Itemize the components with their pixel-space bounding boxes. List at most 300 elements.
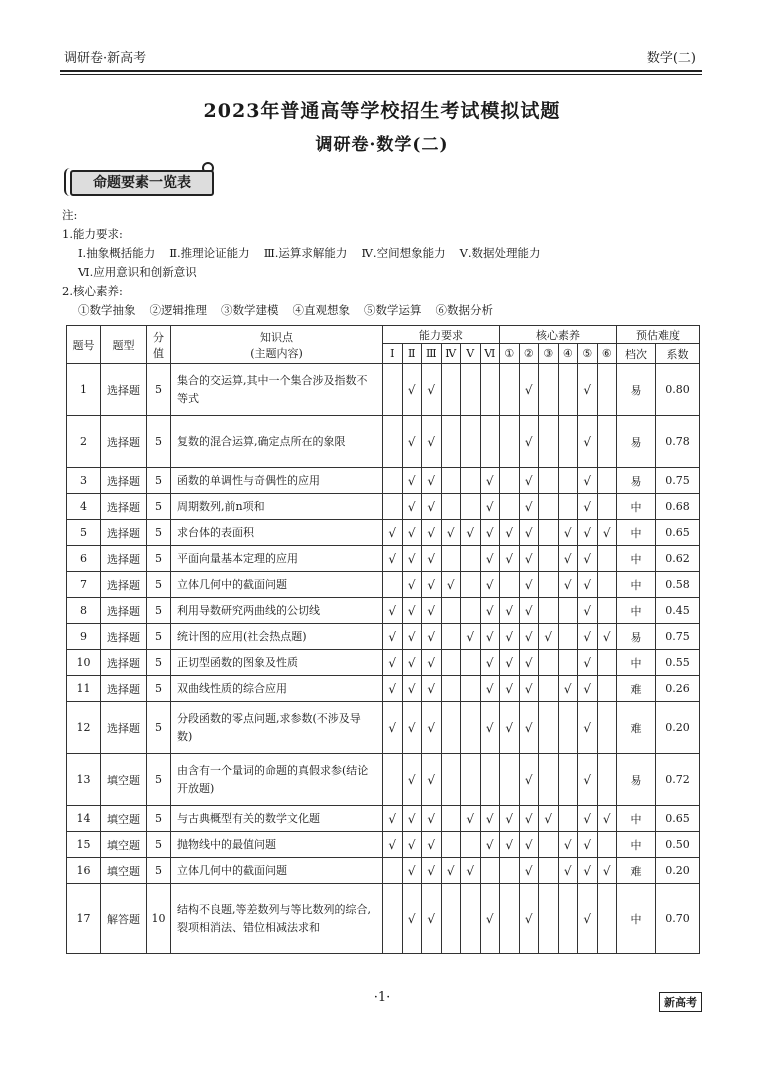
literacy-check: √ (578, 572, 598, 598)
literacy-empty (597, 650, 617, 676)
difficulty-coefficient: 0.20 (656, 702, 700, 754)
question-number: 1 (67, 364, 101, 416)
ability-empty (480, 416, 500, 468)
literacy-check: √ (558, 676, 578, 702)
ability-check: √ (422, 494, 442, 520)
literacy-check: √ (519, 416, 539, 468)
ability-empty (383, 468, 403, 494)
ability-check: √ (402, 598, 422, 624)
knowledge-point: 复数的混合运算,确定点所在的象限 (171, 416, 383, 468)
ability-col-header: Ⅵ (480, 344, 500, 364)
literacy-check: √ (578, 468, 598, 494)
literacy-check: √ (500, 624, 520, 650)
question-number: 15 (67, 832, 101, 858)
ability-check: √ (402, 572, 422, 598)
ability-empty (441, 676, 461, 702)
literacy-empty (558, 884, 578, 954)
ability-col-header: Ⅰ (383, 344, 403, 364)
question-type: 选择题 (101, 468, 147, 494)
question-score: 5 (147, 364, 171, 416)
literacy-check: √ (578, 364, 598, 416)
header-ability: 能力要求 (383, 326, 500, 344)
question-number: 3 (67, 468, 101, 494)
ability-check: √ (480, 520, 500, 546)
ability-item: Ⅴ.数据处理能力 (459, 246, 541, 260)
question-score: 5 (147, 468, 171, 494)
ability-check: √ (402, 364, 422, 416)
header-difficulty: 预估难度 (617, 326, 700, 344)
ability-check: √ (422, 624, 442, 650)
literacy-empty (539, 884, 559, 954)
literacy-empty (539, 676, 559, 702)
knowledge-point: 与古典概型有关的数学文化题 (171, 806, 383, 832)
question-type: 选择题 (101, 624, 147, 650)
literacy-check: √ (578, 624, 598, 650)
knowledge-point: 周期数列,前n项和 (171, 494, 383, 520)
abilities-line2: Ⅵ.应用意识和创新意识 (78, 265, 197, 279)
literacy-item: ②逻辑推理 (149, 303, 207, 317)
ability-empty (461, 676, 481, 702)
literacy-check: √ (519, 520, 539, 546)
difficulty-coefficient: 0.45 (656, 598, 700, 624)
question-score: 5 (147, 572, 171, 598)
ability-check: √ (402, 624, 422, 650)
difficulty-coefficient: 0.75 (656, 468, 700, 494)
literacy-check: √ (558, 832, 578, 858)
ability-col-header: Ⅱ (402, 344, 422, 364)
ability-empty (480, 754, 500, 806)
ability-empty (441, 364, 461, 416)
literacy-item: ①数学抽象 (78, 303, 136, 317)
question-score: 5 (147, 832, 171, 858)
difficulty-coefficient: 0.62 (656, 546, 700, 572)
ability-check: √ (422, 884, 442, 954)
literacy-check: √ (578, 702, 598, 754)
question-type: 选择题 (101, 676, 147, 702)
literacy-empty (597, 832, 617, 858)
literacy-empty (539, 832, 559, 858)
difficulty-level: 中 (617, 494, 656, 520)
knowledge-point: 立体几何中的截面问题 (171, 572, 383, 598)
literacy-empty (500, 416, 520, 468)
literacy-check: √ (500, 520, 520, 546)
difficulty-level: 中 (617, 520, 656, 546)
difficulty-coefficient: 0.68 (656, 494, 700, 520)
table-row (67, 572, 700, 598)
literacy-empty (597, 598, 617, 624)
literacy-check: √ (558, 546, 578, 572)
literacy-check: √ (597, 624, 617, 650)
literacy-empty (597, 676, 617, 702)
ability-empty (441, 754, 461, 806)
literacy-check: √ (578, 520, 598, 546)
difficulty-level: 中 (617, 884, 656, 954)
literacy-check: √ (578, 884, 598, 954)
question-score: 5 (147, 546, 171, 572)
question-score: 5 (147, 806, 171, 832)
page-number: ·1· (373, 990, 391, 1005)
difficulty-level: 易 (617, 416, 656, 468)
question-type: 选择题 (101, 598, 147, 624)
question-number: 4 (67, 494, 101, 520)
ability-check: √ (480, 572, 500, 598)
literacy-empty (597, 702, 617, 754)
ability-empty (461, 416, 481, 468)
ability-check: √ (422, 416, 442, 468)
literacy-check: √ (578, 598, 598, 624)
ability-check: √ (383, 650, 403, 676)
literacy-check: √ (558, 858, 578, 884)
knowledge-point: 统计图的应用(社会热点题) (171, 624, 383, 650)
question-score: 5 (147, 858, 171, 884)
literacy-check: √ (519, 494, 539, 520)
question-number: 14 (67, 806, 101, 832)
elements-table (66, 325, 700, 954)
literacy-check: √ (597, 520, 617, 546)
difficulty-level: 易 (617, 624, 656, 650)
literacy-item: ⑤数学运算 (364, 303, 422, 317)
literacy-empty (539, 494, 559, 520)
question-number: 10 (67, 650, 101, 676)
literacy-empty (539, 520, 559, 546)
ability-check: √ (383, 520, 403, 546)
difficulty-coefficient: 0.72 (656, 754, 700, 806)
ability-col-header: Ⅳ (441, 344, 461, 364)
ability-empty (461, 884, 481, 954)
ability-empty (461, 598, 481, 624)
ability-empty (441, 416, 461, 468)
notes-item2: 2.核心素养: (62, 284, 123, 298)
table-row (67, 364, 700, 416)
ability-check: √ (422, 858, 442, 884)
ability-check: √ (480, 598, 500, 624)
literacy-check: √ (519, 650, 539, 676)
literacy-empty (597, 494, 617, 520)
ability-check: √ (422, 364, 442, 416)
ability-item: Ⅲ.运算求解能力 (263, 246, 348, 260)
literacy-check: √ (558, 520, 578, 546)
page-title: 2023年普通高等学校招生考试模拟试题 (203, 100, 561, 122)
literacy-check: √ (519, 546, 539, 572)
ability-check: √ (480, 702, 500, 754)
question-type: 填空题 (101, 858, 147, 884)
literacy-empty (558, 598, 578, 624)
ability-check: √ (402, 546, 422, 572)
ability-empty (461, 468, 481, 494)
literacy-item: ③数学建模 (221, 303, 279, 317)
question-number: 5 (67, 520, 101, 546)
ability-check: √ (402, 832, 422, 858)
literacy-check: √ (597, 858, 617, 884)
ability-check: √ (441, 520, 461, 546)
literacy-check: √ (578, 832, 598, 858)
literacy-empty (539, 754, 559, 806)
question-score: 5 (147, 416, 171, 468)
ability-check: √ (422, 520, 442, 546)
ability-check: √ (422, 754, 442, 806)
table-row (67, 598, 700, 624)
ability-empty (441, 832, 461, 858)
question-number: 17 (67, 884, 101, 954)
literacy-check: √ (519, 468, 539, 494)
question-type: 解答题 (101, 884, 147, 954)
ability-empty (441, 650, 461, 676)
ability-check: √ (480, 832, 500, 858)
knowledge-point: 正切型函数的图象及性质 (171, 650, 383, 676)
ability-check: √ (480, 624, 500, 650)
literacy-col-header: ⑥ (597, 344, 617, 364)
header-type: 题型 (101, 326, 147, 364)
table-row (67, 416, 700, 468)
ability-empty (383, 416, 403, 468)
ability-check: √ (480, 650, 500, 676)
ability-check: √ (422, 806, 442, 832)
knowledge-point: 求台体的表面积 (171, 520, 383, 546)
ability-empty (441, 624, 461, 650)
coef-col-header: 系数 (656, 344, 700, 364)
literacy-check: √ (519, 676, 539, 702)
literacy-empty (539, 702, 559, 754)
ability-empty (441, 494, 461, 520)
literacy-check: √ (578, 806, 598, 832)
question-type: 填空题 (101, 754, 147, 806)
question-type: 选择题 (101, 416, 147, 468)
ability-check: √ (402, 884, 422, 954)
question-number: 11 (67, 676, 101, 702)
difficulty-level: 易 (617, 364, 656, 416)
question-type: 选择题 (101, 650, 147, 676)
difficulty-level: 中 (617, 650, 656, 676)
literacy-empty (539, 468, 559, 494)
knowledge-point: 集合的交运算,其中一个集合涉及指数不等式 (171, 364, 383, 416)
literacy-check: √ (500, 546, 520, 572)
section-banner (64, 168, 214, 196)
question-type: 选择题 (101, 520, 147, 546)
literacy-check: √ (519, 702, 539, 754)
difficulty-coefficient: 0.65 (656, 520, 700, 546)
literacy-line (62, 301, 541, 320)
question-number: 16 (67, 858, 101, 884)
literacy-check: √ (597, 806, 617, 832)
ability-empty (461, 832, 481, 858)
literacy-empty (539, 858, 559, 884)
literacy-empty (539, 364, 559, 416)
ability-check: √ (402, 468, 422, 494)
literacy-empty (597, 416, 617, 468)
question-score: 5 (147, 702, 171, 754)
literacy-check: √ (578, 858, 598, 884)
difficulty-level: 易 (617, 754, 656, 806)
question-type: 填空题 (101, 806, 147, 832)
ability-empty (461, 364, 481, 416)
ability-check: √ (402, 702, 422, 754)
table-row (67, 884, 700, 954)
difficulty-level: 难 (617, 702, 656, 754)
literacy-check: √ (519, 754, 539, 806)
literacy-check: √ (500, 650, 520, 676)
footer-badge: 新高考 (659, 992, 702, 1012)
literacy-col-header: ② (519, 344, 539, 364)
literacy-check: √ (539, 624, 559, 650)
table-row (67, 754, 700, 806)
literacy-empty (500, 468, 520, 494)
ability-empty (461, 546, 481, 572)
ability-check: √ (422, 702, 442, 754)
question-score: 5 (147, 598, 171, 624)
literacy-empty (558, 624, 578, 650)
ability-check: √ (461, 806, 481, 832)
literacy-check: √ (519, 364, 539, 416)
ability-check: √ (480, 468, 500, 494)
literacy-check: √ (578, 676, 598, 702)
ability-check: √ (422, 546, 442, 572)
knowledge-point: 结构不良题,等差数列与等比数列的综合,裂项相消法、错位相减法求和 (171, 884, 383, 954)
literacy-empty (597, 884, 617, 954)
question-number: 13 (67, 754, 101, 806)
ability-empty (441, 702, 461, 754)
ability-item: Ⅳ.空间想象能力 (361, 246, 446, 260)
question-score: 5 (147, 520, 171, 546)
difficulty-coefficient: 0.70 (656, 884, 700, 954)
difficulty-coefficient: 0.58 (656, 572, 700, 598)
ability-check: √ (422, 572, 442, 598)
literacy-empty (558, 650, 578, 676)
knowledge-point: 抛物线中的最值问题 (171, 832, 383, 858)
question-number: 12 (67, 702, 101, 754)
ability-empty (461, 754, 481, 806)
literacy-check: √ (500, 676, 520, 702)
ability-item: Ⅱ.推理论证能力 (169, 246, 250, 260)
ability-empty (383, 884, 403, 954)
question-number: 7 (67, 572, 101, 598)
literacy-empty (500, 572, 520, 598)
header-knowledge: 知识点 (主题内容) (171, 326, 383, 364)
difficulty-coefficient: 0.20 (656, 858, 700, 884)
literacy-check: √ (578, 650, 598, 676)
ability-item: Ⅰ.抽象概括能力 (78, 246, 156, 260)
table-row (67, 702, 700, 754)
literacy-empty (558, 702, 578, 754)
header-score: 分 值 (147, 326, 171, 364)
ability-empty (480, 364, 500, 416)
ability-check: √ (383, 806, 403, 832)
difficulty-coefficient: 0.55 (656, 650, 700, 676)
ability-check: √ (402, 416, 422, 468)
ability-empty (383, 494, 403, 520)
literacy-check: √ (519, 858, 539, 884)
ability-check: √ (402, 520, 422, 546)
question-score: 10 (147, 884, 171, 954)
ability-check: √ (480, 494, 500, 520)
literacy-check: √ (500, 832, 520, 858)
literacy-empty (597, 754, 617, 806)
question-type: 选择题 (101, 546, 147, 572)
literacy-empty (558, 494, 578, 520)
question-score: 5 (147, 494, 171, 520)
ability-check: √ (402, 676, 422, 702)
difficulty-level: 难 (617, 858, 656, 884)
literacy-empty (539, 650, 559, 676)
knowledge-point: 函数的单调性与奇偶性的应用 (171, 468, 383, 494)
difficulty-coefficient: 0.50 (656, 832, 700, 858)
question-score: 5 (147, 624, 171, 650)
literacy-empty (597, 572, 617, 598)
literacy-empty (500, 364, 520, 416)
literacy-empty (539, 546, 559, 572)
ability-check: √ (383, 546, 403, 572)
table-row (67, 624, 700, 650)
ability-check: √ (402, 650, 422, 676)
ability-empty (441, 806, 461, 832)
question-number: 6 (67, 546, 101, 572)
ability-check: √ (461, 520, 481, 546)
literacy-empty (597, 468, 617, 494)
ability-check: √ (480, 676, 500, 702)
literacy-empty (539, 416, 559, 468)
literacy-empty (500, 494, 520, 520)
knowledge-point: 平面向量基本定理的应用 (171, 546, 383, 572)
ability-empty (461, 494, 481, 520)
literacy-check: √ (519, 624, 539, 650)
table-row (67, 520, 700, 546)
question-score: 5 (147, 650, 171, 676)
ability-empty (480, 858, 500, 884)
ability-check: √ (441, 572, 461, 598)
ability-col-header: Ⅲ (422, 344, 442, 364)
ability-check: √ (461, 858, 481, 884)
difficulty-level: 中 (617, 598, 656, 624)
table-row (67, 494, 700, 520)
literacy-check: √ (578, 416, 598, 468)
literacy-check: √ (519, 572, 539, 598)
ability-check: √ (441, 858, 461, 884)
ability-empty (441, 598, 461, 624)
difficulty-coefficient: 0.75 (656, 624, 700, 650)
literacy-empty (539, 572, 559, 598)
knowledge-point: 立体几何中的截面问题 (171, 858, 383, 884)
literacy-col-header: ③ (539, 344, 559, 364)
ability-check: √ (480, 884, 500, 954)
table-row (67, 468, 700, 494)
ability-check: √ (383, 598, 403, 624)
banner-label: 命题要素一览表 (70, 170, 214, 196)
literacy-empty (539, 598, 559, 624)
header-rule-thin (60, 74, 702, 75)
ability-check: √ (402, 858, 422, 884)
literacy-check: √ (558, 572, 578, 598)
literacy-empty (597, 546, 617, 572)
page-subtitle: 调研卷·数学(二) (315, 135, 449, 155)
difficulty-level: 中 (617, 572, 656, 598)
ability-check: √ (383, 702, 403, 754)
ability-empty (461, 650, 481, 676)
literacy-empty (500, 884, 520, 954)
difficulty-level: 易 (617, 468, 656, 494)
ability-empty (383, 858, 403, 884)
literacy-empty (558, 364, 578, 416)
ability-empty (383, 364, 403, 416)
difficulty-level: 中 (617, 546, 656, 572)
notes (62, 206, 541, 320)
header-right: 数学(二) (646, 51, 696, 66)
table-row (67, 650, 700, 676)
notes-item1: 1.能力要求: (62, 227, 123, 241)
difficulty-level: 中 (617, 806, 656, 832)
header-left: 调研卷·新高考 (64, 51, 147, 66)
literacy-check: √ (578, 494, 598, 520)
literacy-empty (500, 858, 520, 884)
question-number: 8 (67, 598, 101, 624)
